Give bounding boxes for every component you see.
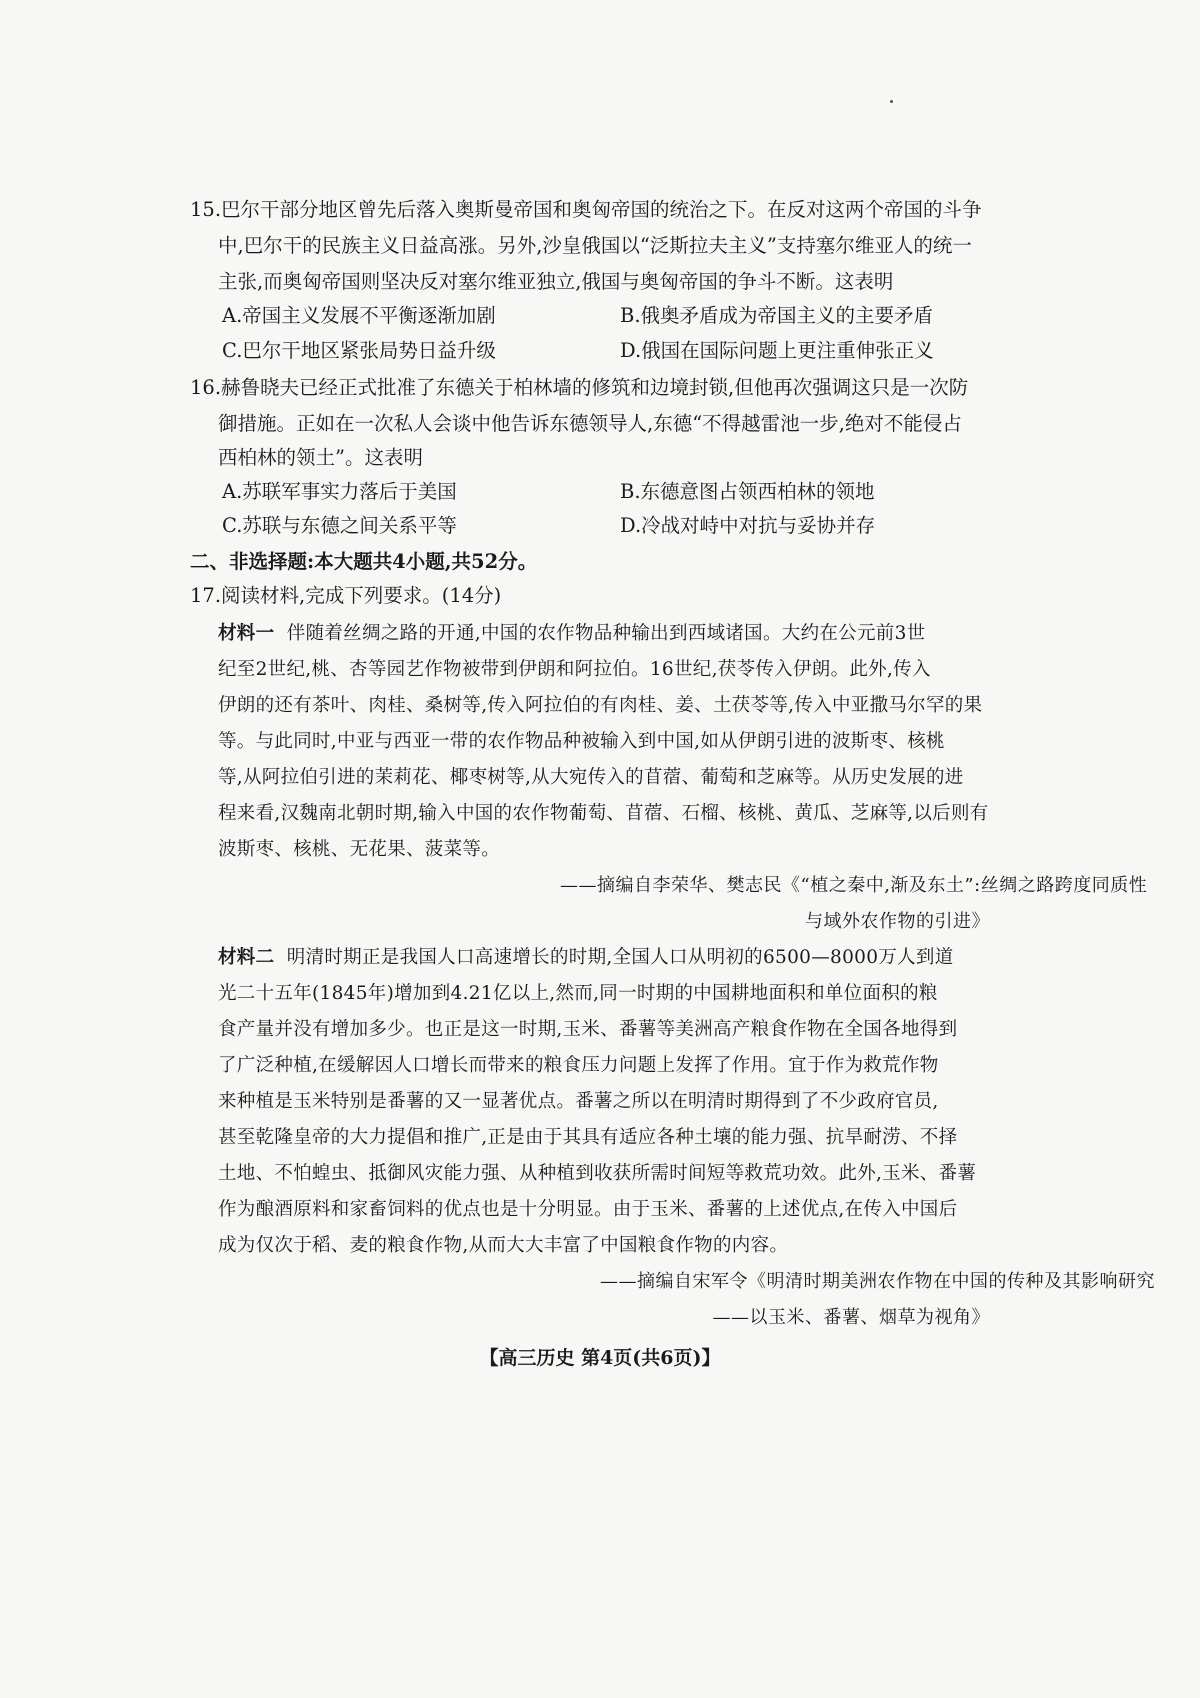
scan-speck xyxy=(890,100,893,103)
q17-material-2-line-9: 成为仅次于稻、麦的粮食作物,从而大大丰富了中国粮食作物的内容。 xyxy=(218,1235,789,1256)
q16-option-c: C.苏联与东德之间关系平等 xyxy=(222,514,457,537)
q16-option-d: D.冷战对峙中对抗与妥协并存 xyxy=(620,514,876,537)
q15-option-d: D.俄国在国际问题上更注重伸张正义 xyxy=(620,339,934,362)
q15-option-a: A.帝国主义发展不平衡逐渐加剧 xyxy=(222,304,496,327)
q15-line-2: 中,巴尔干的民族主义日益高涨。另外,沙皇俄国以“泛斯拉夫主义”支持塞尔维亚人的统一 xyxy=(218,234,972,257)
q17-material-1-line-7: 波斯枣、核桃、无花果、菠菜等。 xyxy=(218,839,501,860)
material-2-label: 材料二 xyxy=(218,947,275,968)
q17-material-1-line-2: 纪至2世纪,桃、杏等园艺作物被带到伊朗和阿拉伯。16世纪,茯苓传入伊朗。此外,传入 xyxy=(218,659,931,680)
q15-option-b: B.俄奥矛盾成为帝国主义的主要矛盾 xyxy=(620,304,934,327)
material-2-source-line-2: ——以玉米、番薯、烟草为视角》 xyxy=(712,1307,990,1328)
q17-material-2-line-6: 甚至乾隆皇帝的大力提倡和推广,正是由于其具有适应各种土壤的能力强、抗旱耐涝、不择 xyxy=(218,1127,958,1148)
q17-material-1-line-6: 程来看,汉魏南北朝时期,输入中国的农作物葡萄、苜蓿、石榴、核桃、黄瓜、芝麻等,以后则有 xyxy=(218,803,989,824)
page-footer: 【高三历史 第4页(共6页)】 xyxy=(479,1347,721,1369)
q15-line-3: 主张,而奥匈帝国则坚决反对塞尔维亚独立,俄国与奥匈帝国的争斗不断。这表明 xyxy=(218,270,894,293)
material-1-text: 伴随着丝绸之路的开通,中国的农作物品种输出到西域诸国。大约在公元前3世 xyxy=(286,623,926,644)
q17-material-2-line-1 xyxy=(218,944,954,972)
q17-material-1-line-5: 等,从阿拉伯引进的茉莉花、椰枣树等,从大宛传入的苜蓿、葡萄和芝麻等。从历史发展的进 xyxy=(218,767,964,788)
q17-title: 17.阅读材料,完成下列要求。(14分) xyxy=(190,584,502,607)
q17-material-1-line-3: 伊朗的还有茶叶、肉桂、桑树等,传入阿拉伯的有肉桂、姜、土茯苓等,传入中亚撒马尔罕的果 xyxy=(218,695,983,716)
q17-material-2-line-2: 光二十五年(1845年)增加到4.21亿以上,然而,同一时期的中国耕地面积和单位面积的粮 xyxy=(218,983,938,1004)
q16-option-b: B.东德意图占领西柏林的领地 xyxy=(620,480,875,503)
q16-line-3: 西柏林的领土”。这表明 xyxy=(218,446,423,469)
q15-option-c: C.巴尔干地区紧张局势日益升级 xyxy=(222,339,496,362)
q16-option-a: A.苏联军事实力落后于美国 xyxy=(222,480,457,503)
material-2-source-line-1: ——摘编自宋军令《明清时期美洲农作物在中国的传种及其影响研究 xyxy=(600,1271,1155,1292)
q17-material-2-line-7: 土地、不怕蝗虫、抵御风灾能力强、从种植到收获所需时间短等救荒功效。此外,玉米、番薯 xyxy=(218,1163,977,1184)
q16-line-1: 16.赫鲁晓夫已经正式批准了东德关于柏林墙的修筑和边境封锁,但他再次强调这只是一次防 xyxy=(190,376,969,399)
q17-material-2-line-3: 食产量并没有增加多少。也正是这一时期,玉米、番薯等美洲高产粮食作物在全国各地得到 xyxy=(218,1019,958,1040)
q15-line-1: 15.巴尔干部分地区曾先后落入奥斯曼帝国和奥匈帝国的统治之下。在反对这两个帝国的斗争 xyxy=(190,198,982,221)
material-1-source-line-2: 与域外农作物的引进》 xyxy=(805,911,990,932)
q17-material-1-line-4: 等。与此同时,中亚与西亚一带的农作物品种被输入到中国,如从伊朗引进的波斯枣、核桃 xyxy=(218,731,945,752)
section-2-heading: 二、非选择题:本大题共4小题,共52分。 xyxy=(190,550,538,573)
q17-material-2-line-5: 来种植是玉米特别是番薯的又一显著优点。番薯之所以在明清时期得到了不少政府官员, xyxy=(218,1091,939,1112)
material-1-label: 材料一 xyxy=(218,623,275,644)
q17-material-2-line-4: 了广泛种植,在缓解因人口增长而带来的粮食压力问题上发挥了作用。宜于作为救荒作物 xyxy=(218,1055,939,1076)
q17-material-2-line-8: 作为酿酒原料和家畜饲料的优点也是十分明显。由于玉米、番薯的上述优点,在传入中国后 xyxy=(218,1199,958,1220)
material-1-source-line-1: ——摘编自李荣华、樊志民《“植之秦中,渐及东土”:丝绸之路跨度同质性 xyxy=(560,875,1148,896)
material-2-text: 明清时期正是我国人口高速增长的时期,全国人口从明初的6500—8000万人到道 xyxy=(286,947,954,968)
q17-material-1-line-1 xyxy=(218,620,925,648)
q16-line-2: 御措施。正如在一次私人会谈中他告诉东德领导人,东德“不得越雷池一步,绝对不能侵占 xyxy=(218,412,962,435)
